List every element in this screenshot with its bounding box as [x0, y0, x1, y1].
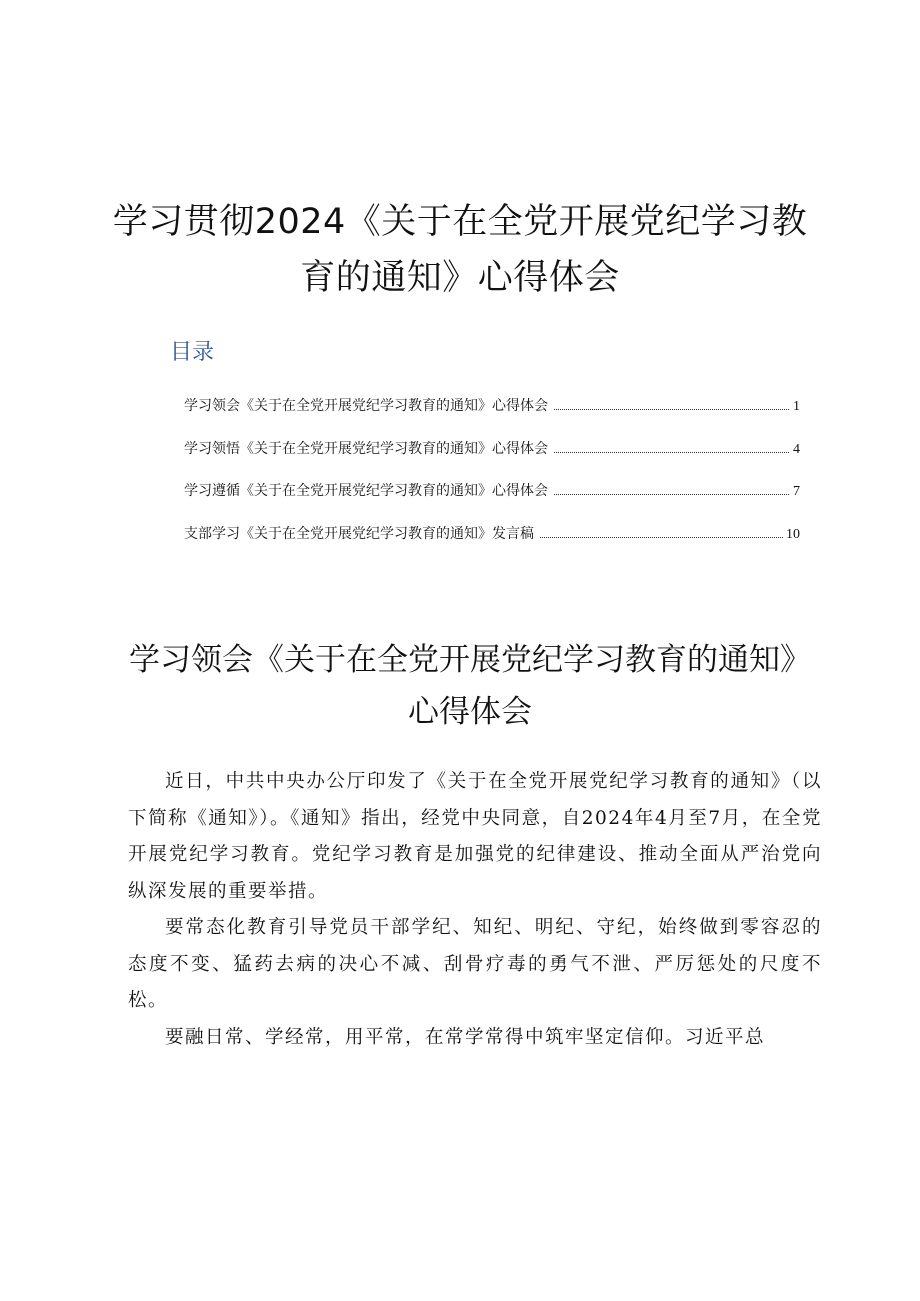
- body-paragraph: 要常态化教育引导党员干部学纪、知纪、明纪、守纪，始终做到零容忍的态度不变、猛药去病的决心不减、刮骨疗毒的勇气不泄、严厉惩处的尺度不松。: [128, 917, 822, 1011]
- body-paragraph: 近日，中共中央办公厅印发了《关于在全党开展党纪学习教育的通知》（以下简称《通知》）。《通知》指出，经党中央同意，自2024年4月至7月，在全党开展党纪学习教育。党纪学习教育是加强党的纪律建设、推动全面从严治党向纵深发展的重要举措。: [128, 771, 822, 902]
- toc-leader-dots: [554, 408, 789, 410]
- toc-entry-page: 4: [793, 441, 800, 457]
- toc-entry-text: 学习遵循《关于在全党开展党纪学习教育的通知》心得体会: [184, 483, 548, 499]
- toc-entry[interactable]: [184, 481, 800, 524]
- toc-heading: 目录: [170, 340, 215, 365]
- toc-entry-page: 10: [786, 526, 800, 542]
- toc-leader-dots: [554, 451, 789, 453]
- document-title-line-2: 育的通知》心得体会: [300, 258, 620, 298]
- toc-entry-text: 学习领悟《关于在全党开展党纪学习教育的通知》心得体会: [184, 440, 548, 457]
- toc-entry-page: 7: [793, 484, 800, 499]
- toc-entry-text: 支部学习《关于在全党开展党纪学习教育的通知》发言稿: [184, 525, 534, 542]
- document-title-line-1: 学习贯彻2024《关于在全党开展党纪学习教: [112, 202, 808, 242]
- toc-entry[interactable]: [184, 524, 800, 567]
- toc-entry-page: 1: [793, 399, 800, 414]
- section-body: [128, 764, 822, 1056]
- toc-leader-dots: [554, 493, 789, 495]
- toc-entry-text: 学习领会《关于在全党开展党纪学习教育的通知》心得体会: [184, 398, 548, 414]
- table-of-contents: [184, 396, 800, 566]
- section-title: [100, 634, 840, 738]
- body-paragraph: 要融日常、学经常，用平常，在常学常得中筑牢坚定信仰。习近平总: [165, 1026, 766, 1048]
- toc-entry[interactable]: [184, 439, 800, 482]
- toc-leader-dots: [540, 536, 783, 538]
- section-title-line-1: 学习领会《关于在全党开展党纪学习教育的通知》: [129, 642, 811, 678]
- document-title: [90, 194, 830, 306]
- toc-entry[interactable]: [184, 396, 800, 439]
- section-title-line-2: 心得体会: [408, 694, 532, 730]
